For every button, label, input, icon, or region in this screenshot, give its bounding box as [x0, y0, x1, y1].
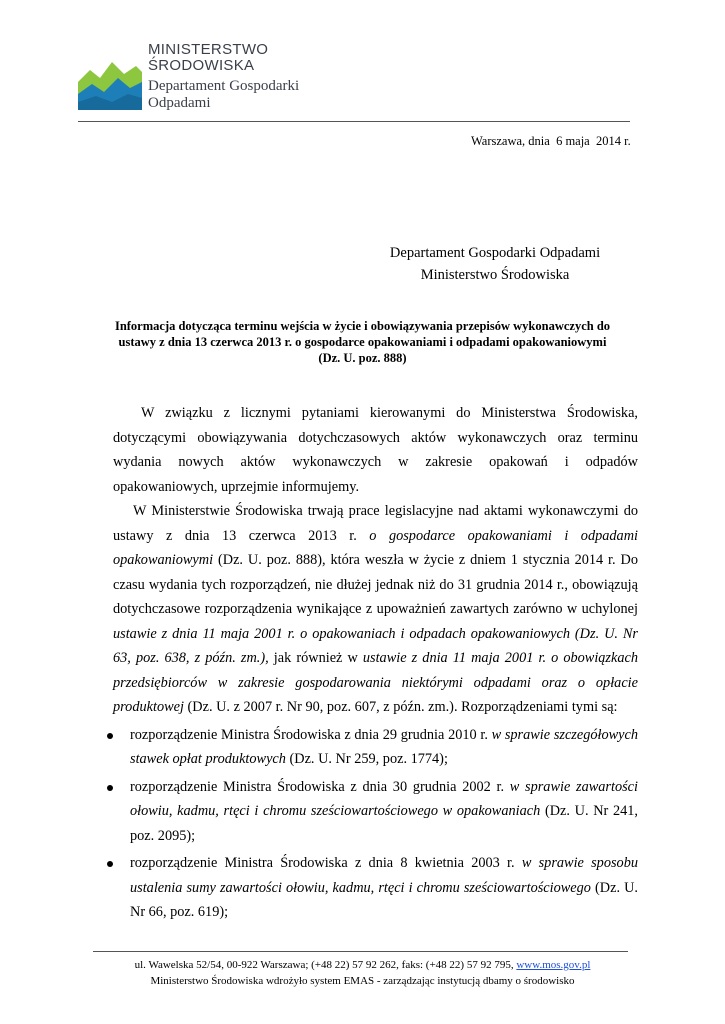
letter-body [113, 401, 638, 925]
title-line-2: ustawy z dnia 13 czerwca 2013 r. o gospodarce opakowaniami i odpadami opakowaniowymi [118, 335, 607, 349]
bullet-ref: (Dz. U. Nr 241, poz. 2095); [130, 803, 638, 844]
mountains-emblem-icon [78, 40, 142, 110]
list-item [113, 775, 638, 849]
bullet-title: w sprawie sposobu ustalenia sumy zawartości ołowiu, kadmu, rtęci i chromu sześciowartościowego [130, 855, 638, 896]
list-item [113, 851, 638, 925]
footer-address: ul. Wawelska 52/54, 00-922 Warszawa; (+48 22) 57 92 262, faks: (+48 22) 57 92 795, [134, 959, 517, 971]
footer-divider [93, 951, 628, 952]
bullet-icon [107, 733, 113, 739]
logo-line-2: ŚRODOWISKA [148, 57, 255, 74]
website-link[interactable]: www.mos.gov.pl [516, 959, 591, 971]
logo-text [148, 42, 299, 112]
letter-date: Warszawa, dnia 6 maja 2014 r. [471, 134, 631, 148]
p2-repealed-act: ustawie z dnia 11 maja 2001 r. o opakowaniach i odpadach opakowaniowych (Dz. U. Nr 63, poz. 638, z późn. zm.), [113, 625, 638, 666]
footer-contact [80, 958, 645, 974]
ministry-logo [78, 40, 328, 115]
header-divider [78, 121, 630, 122]
p2-text-d: (Dz. U. z 2007 r. Nr 90, poz. 607, z późn. zm.). Rozporządzeniami tymi są: [183, 699, 618, 715]
title-line-1: Informacja dotycząca terminu wejścia w życie i obowiązywania przepisów wykonawczych do [114, 319, 611, 333]
p2-text-b: (Dz. U. poz. 888), która weszła w życie z dniem 1 stycznia 2014 r. Do czasu wydania tych rozporządzeń, nie dłużej jednak niż do 31 grudnia 2014 r., obowiązują dotychczasowe rozporządzenia wynikające z upoważnień zawartych zarówno w uchylonej [113, 552, 638, 617]
document-title [80, 318, 645, 366]
logo-line-1: MINISTERSTWO [148, 41, 269, 58]
bullet-text: rozporządzenie Ministra Środowiska z dnia 29 grudnia 2010 r. [130, 726, 492, 743]
bullet-ref: (Dz. U. Nr 259, poz. 1774); [285, 751, 448, 767]
bullet-ref: (Dz. U. Nr 66, poz. 619); [130, 879, 638, 920]
logo-line-3: Departament Gospodarki [148, 78, 300, 94]
p2-act-title: o gospodarce opakowaniami i odpadami opakowaniowymi [113, 527, 638, 568]
title-line-3: (Dz. U. poz. 888) [318, 351, 407, 365]
bullet-icon [107, 861, 113, 867]
addressee-line-1: Departament Gospodarki Odpadami [389, 245, 601, 261]
p2-text-a: W Ministerstwie Środowiska trwają prace legislacyjne nad aktami wykonawczymi do ustawy z dnia 13 czerwca 2013 r. [113, 503, 638, 544]
p2-text-c: jak również w [268, 650, 363, 666]
bullet-text: rozporządzenie Ministra Środowiska z dnia 30 grudnia 2002 r. [130, 778, 510, 795]
paragraph-1: W związku z licznymi pytaniami kierowanymi do Ministerstwa Środowiska, dotyczącymi obowiązywania dotychczasowych aktów wykonawczych oraz terminu wydania nowych aktów wykonawczych w zakresie opakowań i odpadów opakowaniowych, uprzejmie informujemy. [113, 405, 638, 495]
bullet-text: rozporządzenie Ministra Środowiska z dnia 8 kwietnia 2003 r. [130, 855, 522, 871]
addressee-block [360, 242, 630, 286]
list-item [113, 723, 638, 772]
bullet-title: w sprawie szczegółowych stawek opłat produktowych [130, 726, 638, 767]
addressee-line-2: Ministerstwo Środowiska [420, 267, 570, 283]
bullet-title: w sprawie zawartości ołowiu, kadmu, rtęci i chromu sześciowartościowego w opakowaniach [130, 778, 638, 819]
footer [80, 958, 645, 989]
logo-line-4: Odpadami [148, 95, 211, 111]
p2-obligations-act: ustawie z dnia 11 maja 2001 r. o obowiązkach przedsiębiorców w zakresie gospodarowania niektórymi odpadami oraz o opłacie produktowej [113, 650, 638, 715]
bullet-icon [107, 785, 113, 791]
footer-emas: Ministerstwo Środowiska wdrożyło system EMAS - zarządzając instytucją dbamy o środowisko [150, 974, 575, 987]
regulations-list [113, 723, 638, 925]
paragraph-2 [113, 499, 638, 720]
